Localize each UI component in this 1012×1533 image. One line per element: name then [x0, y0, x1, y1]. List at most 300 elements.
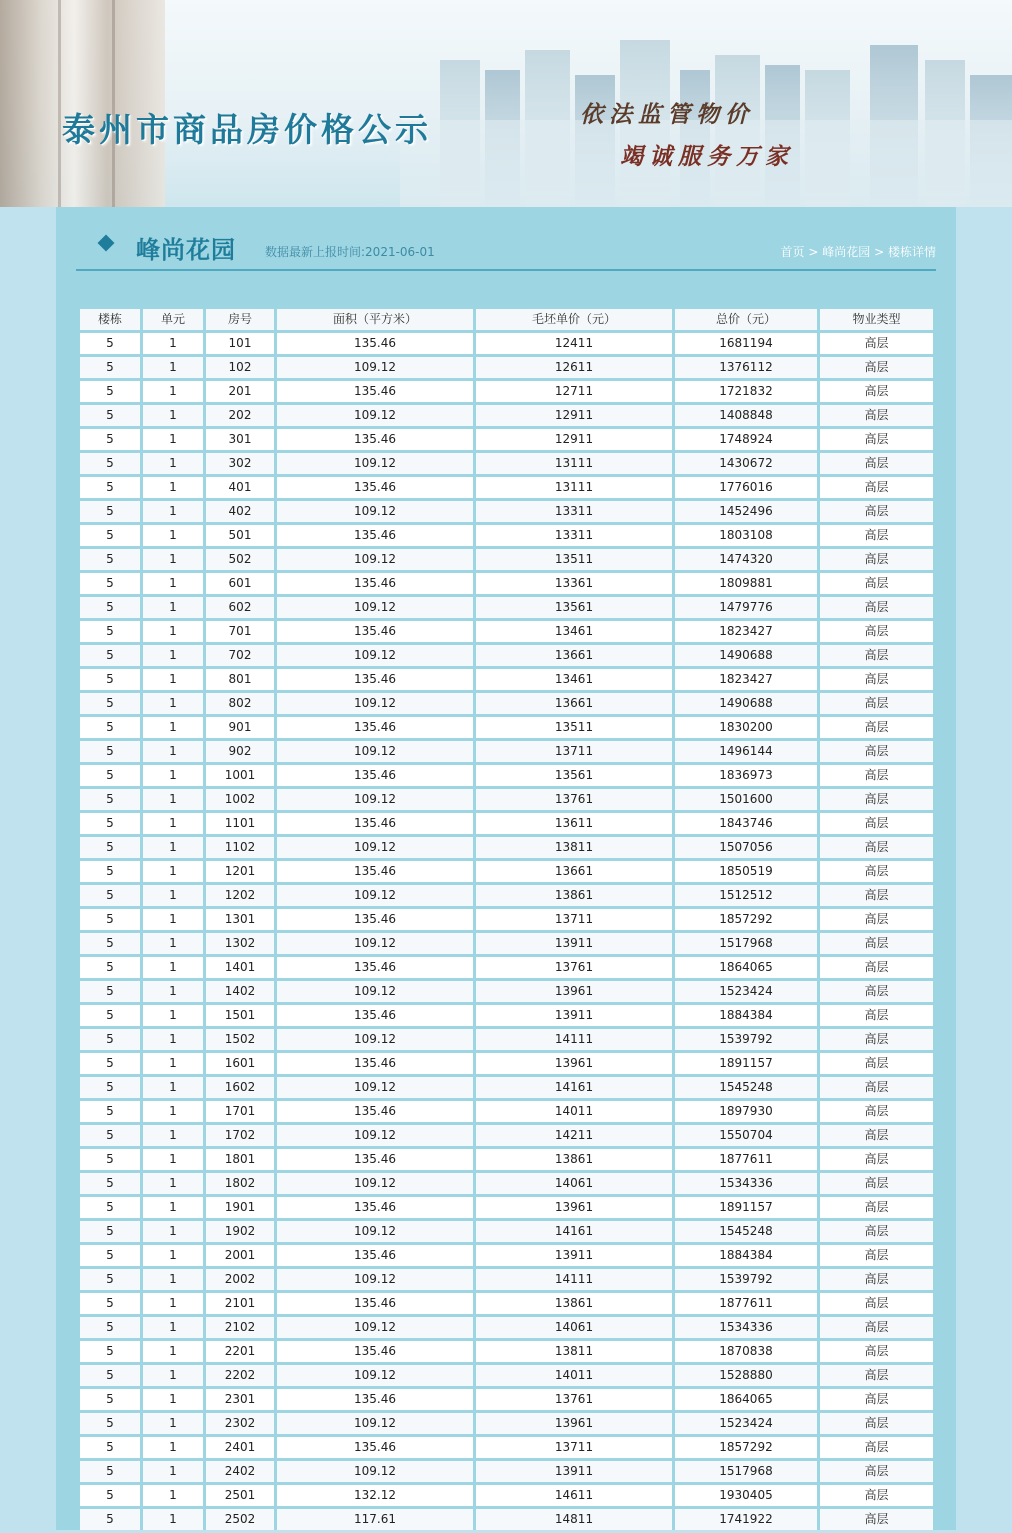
- cell-property-type: 高层: [820, 1269, 933, 1290]
- cell-room: 602: [206, 597, 274, 618]
- cell-unit: 1: [143, 765, 203, 786]
- table-row: [80, 837, 933, 858]
- cell-unit-price: 13511: [476, 549, 672, 570]
- cell-property-type: 高层: [820, 1149, 933, 1170]
- table-row: [80, 1365, 933, 1386]
- cell-building: 5: [80, 837, 140, 858]
- cell-unit: 1: [143, 693, 203, 714]
- cell-unit: 1: [143, 477, 203, 498]
- table-row: [80, 381, 933, 402]
- cell-room: 1701: [206, 1101, 274, 1122]
- cell-total-price: 1830200: [675, 717, 817, 738]
- cell-room: 902: [206, 741, 274, 762]
- cell-property-type: 高层: [820, 933, 933, 954]
- cell-area: 135.46: [277, 861, 473, 882]
- cell-property-type: 高层: [820, 717, 933, 738]
- cell-unit: 1: [143, 453, 203, 474]
- table-row: [80, 1437, 933, 1458]
- cell-property-type: 高层: [820, 1029, 933, 1050]
- cell-total-price: 1843746: [675, 813, 817, 834]
- cell-room: 1202: [206, 885, 274, 906]
- cell-total-price: 1823427: [675, 669, 817, 690]
- cell-unit: 1: [143, 837, 203, 858]
- cell-unit-price: 13661: [476, 861, 672, 882]
- cell-total-price: 1539792: [675, 1269, 817, 1290]
- cell-area: 109.12: [277, 1173, 473, 1194]
- cell-unit-price: 13711: [476, 741, 672, 762]
- cell-building: 5: [80, 1365, 140, 1386]
- table-row: [80, 1389, 933, 1410]
- column-header-property-type: 物业类型: [820, 309, 933, 330]
- table-row: [80, 1173, 933, 1194]
- cell-area: 109.12: [277, 741, 473, 762]
- cell-room: 102: [206, 357, 274, 378]
- cell-unit-price: 13761: [476, 789, 672, 810]
- cell-total-price: 1850519: [675, 861, 817, 882]
- table-row: [80, 981, 933, 1002]
- update-time-label: 数据最新上报时间:: [265, 245, 366, 259]
- breadcrumb: [781, 243, 936, 260]
- cell-unit: 1: [143, 429, 203, 450]
- cell-room: 202: [206, 405, 274, 426]
- update-time: [265, 243, 435, 260]
- cell-unit-price: 13511: [476, 717, 672, 738]
- cell-unit: 1: [143, 909, 203, 930]
- cell-area: 135.46: [277, 1005, 473, 1026]
- cell-total-price: 1490688: [675, 693, 817, 714]
- table-row: [80, 645, 933, 666]
- cell-property-type: 高层: [820, 957, 933, 978]
- cell-unit-price: 14061: [476, 1173, 672, 1194]
- cell-property-type: 高层: [820, 357, 933, 378]
- cell-unit-price: 13961: [476, 1053, 672, 1074]
- table-row: [80, 1245, 933, 1266]
- cell-total-price: 1490688: [675, 645, 817, 666]
- cell-area: 135.46: [277, 1101, 473, 1122]
- cell-area: 109.12: [277, 1125, 473, 1146]
- cell-unit: 1: [143, 597, 203, 618]
- cell-room: 2101: [206, 1293, 274, 1314]
- cell-room: 601: [206, 573, 274, 594]
- cell-room: 2402: [206, 1461, 274, 1482]
- table-row: [80, 1485, 933, 1506]
- cell-total-price: 1884384: [675, 1005, 817, 1026]
- cell-area: 109.12: [277, 597, 473, 618]
- cell-area: 132.12: [277, 1485, 473, 1506]
- cell-area: 135.46: [277, 381, 473, 402]
- cell-unit: 1: [143, 1317, 203, 1338]
- cell-building: 5: [80, 717, 140, 738]
- cell-building: 5: [80, 1029, 140, 1050]
- cell-room: 1402: [206, 981, 274, 1002]
- cell-unit: 1: [143, 645, 203, 666]
- cell-unit-price: 14011: [476, 1365, 672, 1386]
- cell-building: 5: [80, 765, 140, 786]
- cell-unit-price: 13311: [476, 501, 672, 522]
- cell-property-type: 高层: [820, 1293, 933, 1314]
- cell-building: 5: [80, 1509, 140, 1530]
- cell-unit: 1: [143, 885, 203, 906]
- cell-total-price: 1884384: [675, 1245, 817, 1266]
- price-table: [77, 306, 936, 1533]
- cell-building: 5: [80, 1389, 140, 1410]
- cell-area: 135.46: [277, 429, 473, 450]
- cell-unit-price: 13861: [476, 1293, 672, 1314]
- cell-property-type: 高层: [820, 1413, 933, 1434]
- cell-total-price: 1539792: [675, 1029, 817, 1050]
- cell-area: 109.12: [277, 933, 473, 954]
- table-row: [80, 1149, 933, 1170]
- cell-building: 5: [80, 1197, 140, 1218]
- cell-property-type: 高层: [820, 837, 933, 858]
- table-row: [80, 597, 933, 618]
- cell-room: 701: [206, 621, 274, 642]
- cell-unit-price: 13361: [476, 573, 672, 594]
- cell-property-type: 高层: [820, 501, 933, 522]
- cell-building: 5: [80, 357, 140, 378]
- cell-building: 5: [80, 1101, 140, 1122]
- cell-property-type: 高层: [820, 1077, 933, 1098]
- cell-total-price: 1528880: [675, 1365, 817, 1386]
- project-name: 峰尚花园: [136, 236, 236, 264]
- cell-unit-price: 13111: [476, 477, 672, 498]
- cell-unit-price: 14611: [476, 1485, 672, 1506]
- cell-total-price: 1864065: [675, 1389, 817, 1410]
- cell-unit-price: 13961: [476, 1197, 672, 1218]
- cell-total-price: 1512512: [675, 885, 817, 906]
- cell-property-type: 高层: [820, 429, 933, 450]
- cell-unit: 1: [143, 573, 203, 594]
- cell-unit-price: 14161: [476, 1077, 672, 1098]
- cell-total-price: 1507056: [675, 837, 817, 858]
- cell-room: 402: [206, 501, 274, 522]
- table-row: [80, 573, 933, 594]
- cell-area: 109.12: [277, 453, 473, 474]
- cell-property-type: 高层: [820, 1101, 933, 1122]
- cell-unit: 1: [143, 1125, 203, 1146]
- cell-room: 802: [206, 693, 274, 714]
- cell-building: 5: [80, 1461, 140, 1482]
- cell-unit: 1: [143, 1461, 203, 1482]
- cell-room: 501: [206, 525, 274, 546]
- cell-area: 135.46: [277, 765, 473, 786]
- table-row: [80, 1197, 933, 1218]
- table-row: [80, 957, 933, 978]
- breadcrumb-current: 楼栋详情: [887, 245, 936, 259]
- cell-room: 2302: [206, 1413, 274, 1434]
- cell-total-price: 1823427: [675, 621, 817, 642]
- cell-property-type: 高层: [820, 1197, 933, 1218]
- cell-area: 109.12: [277, 357, 473, 378]
- cell-room: 1901: [206, 1197, 274, 1218]
- table-row: [80, 621, 933, 642]
- table-row: [80, 765, 933, 786]
- table-body: [80, 333, 933, 1530]
- cell-area: 109.12: [277, 981, 473, 1002]
- cell-unit: 1: [143, 549, 203, 570]
- cell-area: 109.12: [277, 693, 473, 714]
- cell-total-price: 1877611: [675, 1149, 817, 1170]
- cell-unit: 1: [143, 1389, 203, 1410]
- cell-total-price: 1517968: [675, 1461, 817, 1482]
- cell-room: 2501: [206, 1485, 274, 1506]
- cell-property-type: 高层: [820, 1461, 933, 1482]
- cell-area: 135.46: [277, 1149, 473, 1170]
- table-header-row: [80, 309, 933, 330]
- cell-unit: 1: [143, 957, 203, 978]
- cell-area: 135.46: [277, 957, 473, 978]
- cell-room: 2201: [206, 1341, 274, 1362]
- cell-room: 502: [206, 549, 274, 570]
- table-row: [80, 861, 933, 882]
- table-row: [80, 549, 933, 570]
- cell-property-type: 高层: [820, 621, 933, 642]
- cell-unit-price: 13711: [476, 1437, 672, 1458]
- cell-total-price: 1534336: [675, 1317, 817, 1338]
- cell-building: 5: [80, 453, 140, 474]
- cell-area: 135.46: [277, 1341, 473, 1362]
- cell-property-type: 高层: [820, 693, 933, 714]
- table-row: [80, 501, 933, 522]
- cell-room: 1501: [206, 1005, 274, 1026]
- column-header-unit-price: 毛坯单价（元）: [476, 309, 672, 330]
- cell-unit-price: 13311: [476, 525, 672, 546]
- cell-property-type: 高层: [820, 789, 933, 810]
- cell-unit-price: 14011: [476, 1101, 672, 1122]
- cell-unit-price: 12911: [476, 429, 672, 450]
- cell-unit: 1: [143, 1077, 203, 1098]
- cell-property-type: 高层: [820, 813, 933, 834]
- cell-area: 135.46: [277, 717, 473, 738]
- cell-room: 1002: [206, 789, 274, 810]
- cell-unit-price: 13811: [476, 837, 672, 858]
- cell-unit-price: 12611: [476, 357, 672, 378]
- cell-area: 109.12: [277, 837, 473, 858]
- cell-unit: 1: [143, 669, 203, 690]
- cell-unit-price: 13561: [476, 765, 672, 786]
- column-header-unit: 单元: [143, 309, 203, 330]
- cell-building: 5: [80, 1005, 140, 1026]
- cell-unit: 1: [143, 1173, 203, 1194]
- breadcrumb-separator: >: [874, 245, 885, 259]
- cell-unit-price: 13961: [476, 981, 672, 1002]
- cell-area: 109.12: [277, 549, 473, 570]
- cell-unit-price: 13811: [476, 1341, 672, 1362]
- cell-unit-price: 14811: [476, 1509, 672, 1530]
- cell-building: 5: [80, 429, 140, 450]
- cell-building: 5: [80, 501, 140, 522]
- cell-building: 5: [80, 1245, 140, 1266]
- table-row: [80, 429, 933, 450]
- cell-total-price: 1545248: [675, 1077, 817, 1098]
- cell-area: 135.46: [277, 1437, 473, 1458]
- cell-property-type: 高层: [820, 765, 933, 786]
- cell-property-type: 高层: [820, 1005, 933, 1026]
- table-row: [80, 1509, 933, 1530]
- cell-room: 1502: [206, 1029, 274, 1050]
- cell-unit-price: 13611: [476, 813, 672, 834]
- cell-total-price: 1891157: [675, 1053, 817, 1074]
- cell-unit: 1: [143, 861, 203, 882]
- cell-unit: 1: [143, 333, 203, 354]
- cell-unit-price: 14111: [476, 1029, 672, 1050]
- cell-building: 5: [80, 549, 140, 570]
- cell-unit-price: 13711: [476, 909, 672, 930]
- cell-property-type: 高层: [820, 669, 933, 690]
- cell-unit: 1: [143, 1149, 203, 1170]
- cell-property-type: 高层: [820, 1125, 933, 1146]
- cell-room: 702: [206, 645, 274, 666]
- cell-area: 109.12: [277, 405, 473, 426]
- cell-unit-price: 13761: [476, 1389, 672, 1410]
- table-row: [80, 1053, 933, 1074]
- cell-room: 401: [206, 477, 274, 498]
- slogan-line-1: 依法监管物价: [580, 101, 754, 128]
- cell-room: 201: [206, 381, 274, 402]
- cell-property-type: 高层: [820, 981, 933, 1002]
- cell-area: 135.46: [277, 573, 473, 594]
- cell-area: 109.12: [277, 1269, 473, 1290]
- cell-unit-price: 13561: [476, 597, 672, 618]
- cell-total-price: 1681194: [675, 333, 817, 354]
- cell-unit: 1: [143, 813, 203, 834]
- cell-unit: 1: [143, 1245, 203, 1266]
- cell-area: 135.46: [277, 909, 473, 930]
- cell-total-price: 1452496: [675, 501, 817, 522]
- cell-area: 135.46: [277, 1197, 473, 1218]
- cell-property-type: 高层: [820, 1365, 933, 1386]
- cell-property-type: 高层: [820, 405, 933, 426]
- table-row: [80, 453, 933, 474]
- breadcrumb-project-link[interactable]: 峰尚花园: [822, 245, 871, 259]
- cell-property-type: 高层: [820, 909, 933, 930]
- cell-unit: 1: [143, 1005, 203, 1026]
- table-row: [80, 477, 933, 498]
- cell-unit-price: 12711: [476, 381, 672, 402]
- cell-room: 2401: [206, 1437, 274, 1458]
- cell-area: 135.46: [277, 1389, 473, 1410]
- cell-total-price: 1836973: [675, 765, 817, 786]
- table-row: [80, 789, 933, 810]
- cell-total-price: 1430672: [675, 453, 817, 474]
- cell-building: 5: [80, 1149, 140, 1170]
- cell-area: 135.46: [277, 1245, 473, 1266]
- cell-unit-price: 12411: [476, 333, 672, 354]
- cell-property-type: 高层: [820, 525, 933, 546]
- cell-building: 5: [80, 981, 140, 1002]
- cell-building: 5: [80, 333, 140, 354]
- cell-room: 1401: [206, 957, 274, 978]
- cell-building: 5: [80, 573, 140, 594]
- table-row: [80, 693, 933, 714]
- cell-total-price: 1897930: [675, 1101, 817, 1122]
- cell-unit: 1: [143, 717, 203, 738]
- cell-unit-price: 13861: [476, 885, 672, 906]
- cell-room: 2002: [206, 1269, 274, 1290]
- cell-property-type: 高层: [820, 1173, 933, 1194]
- breadcrumb-home-link[interactable]: 首页: [780, 245, 805, 259]
- cell-area: 109.12: [277, 1461, 473, 1482]
- cell-property-type: 高层: [820, 861, 933, 882]
- cell-total-price: 1496144: [675, 741, 817, 762]
- cell-unit-price: 14211: [476, 1125, 672, 1146]
- cell-property-type: 高层: [820, 381, 933, 402]
- cell-property-type: 高层: [820, 885, 933, 906]
- cell-room: 1702: [206, 1125, 274, 1146]
- cell-unit: 1: [143, 525, 203, 546]
- cell-total-price: 1474320: [675, 549, 817, 570]
- cell-unit-price: 13911: [476, 1245, 672, 1266]
- table-row: [80, 813, 933, 834]
- cell-unit-price: 13961: [476, 1413, 672, 1434]
- table-row: [80, 717, 933, 738]
- cell-building: 5: [80, 1485, 140, 1506]
- cell-building: 5: [80, 621, 140, 642]
- cell-property-type: 高层: [820, 645, 933, 666]
- cell-unit: 1: [143, 741, 203, 762]
- cell-unit: 1: [143, 1221, 203, 1242]
- cell-building: 5: [80, 861, 140, 882]
- cell-unit: 1: [143, 1365, 203, 1386]
- cell-property-type: 高层: [820, 1437, 933, 1458]
- cell-building: 5: [80, 405, 140, 426]
- cell-property-type: 高层: [820, 1509, 933, 1530]
- cell-building: 5: [80, 693, 140, 714]
- column-header-total-price: 总价（元）: [675, 309, 817, 330]
- cell-unit: 1: [143, 381, 203, 402]
- table-row: [80, 1341, 933, 1362]
- cell-room: 1101: [206, 813, 274, 834]
- cell-unit-price: 13461: [476, 621, 672, 642]
- cell-total-price: 1408848: [675, 405, 817, 426]
- cell-building: 5: [80, 789, 140, 810]
- cell-area: 109.12: [277, 789, 473, 810]
- table-row: [80, 1101, 933, 1122]
- cell-unit-price: 13661: [476, 693, 672, 714]
- cell-unit: 1: [143, 1101, 203, 1122]
- cell-property-type: 高层: [820, 573, 933, 594]
- cell-room: 1902: [206, 1221, 274, 1242]
- cell-unit: 1: [143, 933, 203, 954]
- cell-building: 5: [80, 933, 140, 954]
- cell-total-price: 1857292: [675, 1437, 817, 1458]
- table-row: [80, 1461, 933, 1482]
- cell-unit: 1: [143, 1269, 203, 1290]
- cell-property-type: 高层: [820, 1389, 933, 1410]
- cell-area: 135.46: [277, 621, 473, 642]
- cell-unit: 1: [143, 1341, 203, 1362]
- cell-unit-price: 13461: [476, 669, 672, 690]
- cell-area: 109.12: [277, 501, 473, 522]
- table-row: [80, 885, 933, 906]
- slogan-line-2: 竭诚服务万家: [620, 143, 794, 170]
- cell-unit: 1: [143, 1509, 203, 1530]
- table-row: [80, 333, 933, 354]
- cell-building: 5: [80, 1173, 140, 1194]
- cell-unit: 1: [143, 1437, 203, 1458]
- cell-property-type: 高层: [820, 741, 933, 762]
- cell-total-price: 1517968: [675, 933, 817, 954]
- cell-unit-price: 14161: [476, 1221, 672, 1242]
- cell-building: 5: [80, 813, 140, 834]
- cell-unit: 1: [143, 1029, 203, 1050]
- cell-room: 1801: [206, 1149, 274, 1170]
- cell-property-type: 高层: [820, 1053, 933, 1074]
- cell-area: 109.12: [277, 1029, 473, 1050]
- cell-total-price: 1803108: [675, 525, 817, 546]
- cell-room: 1601: [206, 1053, 274, 1074]
- cell-unit-price: 14061: [476, 1317, 672, 1338]
